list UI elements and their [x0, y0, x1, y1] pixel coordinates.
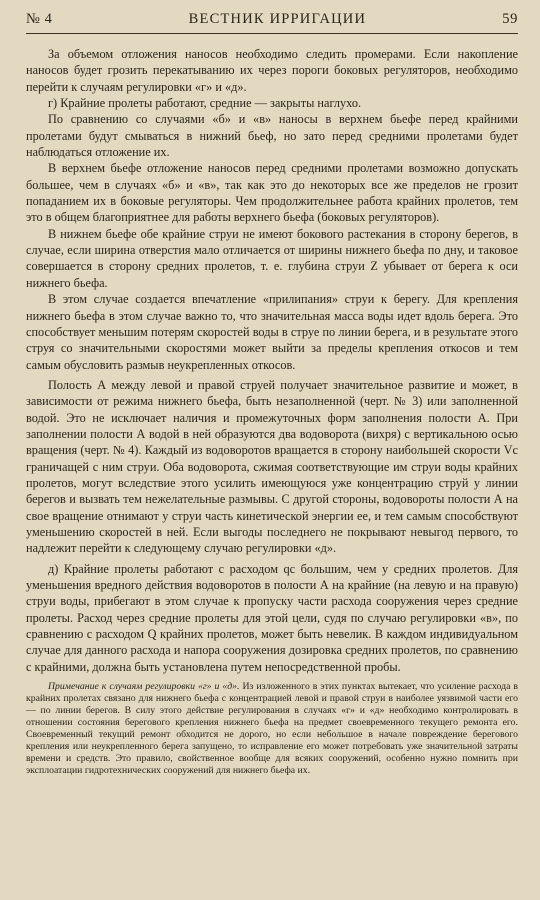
issue-number: № 4 [26, 11, 53, 27]
page-number: 59 [502, 11, 518, 27]
paragraph: В этом случае создается впечатление «прилипания» струи к берегу. Для крепления нижнего бьефа в этом случае важно то, что значительная масса воды идет вдоль берега. Это способствует меньшим потерям скоростей воды в струе по линии берега, и в результате этого струя со значительными скоростями может выйти за пределы крепления откосов и тем самым обусловить размыв неукрепленных откосов. [26, 292, 518, 372]
paragraph: Полость А между левой и правой струей получает значительное развитие и может, в зависимости от режима нижнего бьефа, быть незаполненной (черт. № 3) или заполненной водой. Это не исключает наличия и промежуточных форм заполнения полости А. При заполнении полости А водой в ней образуются два водоворота (вихря) с вертикальною осью вращения (черт. № 4). Каждый из водоворотов вращается в сторону наибольшей скорости Vс граничащей с ним струи. Оба водоворота, сжимая соответствующие им струи воды крайних пролетов, могут вследствие этого усилить имеющуюся уже концентрацию струй у линии берегов и вызвать тем нежелательные размывы. С другой стороны, водовороты полости А на свое вращение отнимают у струи часть кинетической энергии ее, и тем самым способствуют уменьшению скоростей в ней. Если выгоды последнего не покрывают невыгод первого, то надлежит перейти к следующему случаю регулировки «д». [26, 377, 518, 556]
note-lead: Примечание к случаям регулировки «г» и «д». [48, 681, 240, 693]
footnote [26, 681, 518, 777]
paragraph: За объемом отложения наносов необходимо следить промерами. Если накопление наносов будет грозить перекатыванию их через пороги боковых регуляторов, необходимо перейти к случаям регулировки «г» и «д». [26, 47, 518, 94]
paragraph: В нижнем бьефе обе крайние струи не имеют бокового растекания в сторону берегов, в случае, если ширина отверстия мало отличается от ширины нижнего бьефа по дну, и таковое совершается в сторону средних пролетов, т. е. глубина струи Z убывает от берега к оси нижнего бьефа. [26, 226, 518, 290]
article-body [26, 46, 518, 675]
paragraph: д) Крайние пролеты работают с расходом qс большим, чем у средних пролетов. Для уменьшения вредного действия водоворотов в полости А на крайние (на левую и на правую) струи воды, прибегают в этом случае к пропуску части расхода сооружения через средние пролеты. Расход через средние пролеты для этой цели, судя по случаю регулировки «в», по сравнению с расходом Q крайних пролетов, может быть невелик. В каждом индивидуальном случае для данного расхода и напора сооружения дозировка средних пролетов, по сравнению с крайними, должна быть установлена путем непосредственной пробы. [26, 561, 518, 674]
running-header [26, 8, 518, 30]
header-rule [26, 33, 518, 34]
paragraph: По сравнению со случаями «б» и «в» наносы в верхнем бьефе перед крайними пролетами будут смываться в нижний бьеф, но зато перед средними пролетами будет наблюдаться отложение их. [26, 112, 518, 160]
note-paragraph [26, 681, 518, 777]
journal-title: ВЕСТНИК ИРРИГАЦИИ [188, 11, 367, 27]
paragraph: г) Крайние пролеты работают, средние — закрыты наглухо. [48, 96, 362, 111]
note-text: Из изложенного в этих пунктах вытекает, что усиление расхода в крайних пролетах связано для нижнего бьефа с концентрацией левой и правой струи в наиболее уязвимой части его — по линии берегов. В силу этого действие регулирования в случаях «г» и «д» необходимо контролировать в отношении состояния берегового крепления нижнего бьефа на предмет своевременного текущего ремонта его. Своевременный текущий ремонт обходится не дорого, но если небольшое в начале повреждение берегового крепления или неукрепленного берега запущено, то исправление его может потребовать уже значительной затраты времени и средств. Это правило, свойственное вообще для всяких сооружений, особенно нужно помнить при эксплоатации гидротехнических сооружений для нижнего бьефа их. [26, 681, 518, 777]
paragraph: В верхнем бьефе отложение наносов перед средними пролетами возможно допускать большее, чем в случаях «б» и «в», так как это до некоторых все же пределов не грозит попаданием их в боковые регуляторы. Чем продолжительнее работа крайних пролетов, тем это в общем благоприятнее для работы верхнего бьефа (боковых регуляторов). [26, 161, 518, 225]
